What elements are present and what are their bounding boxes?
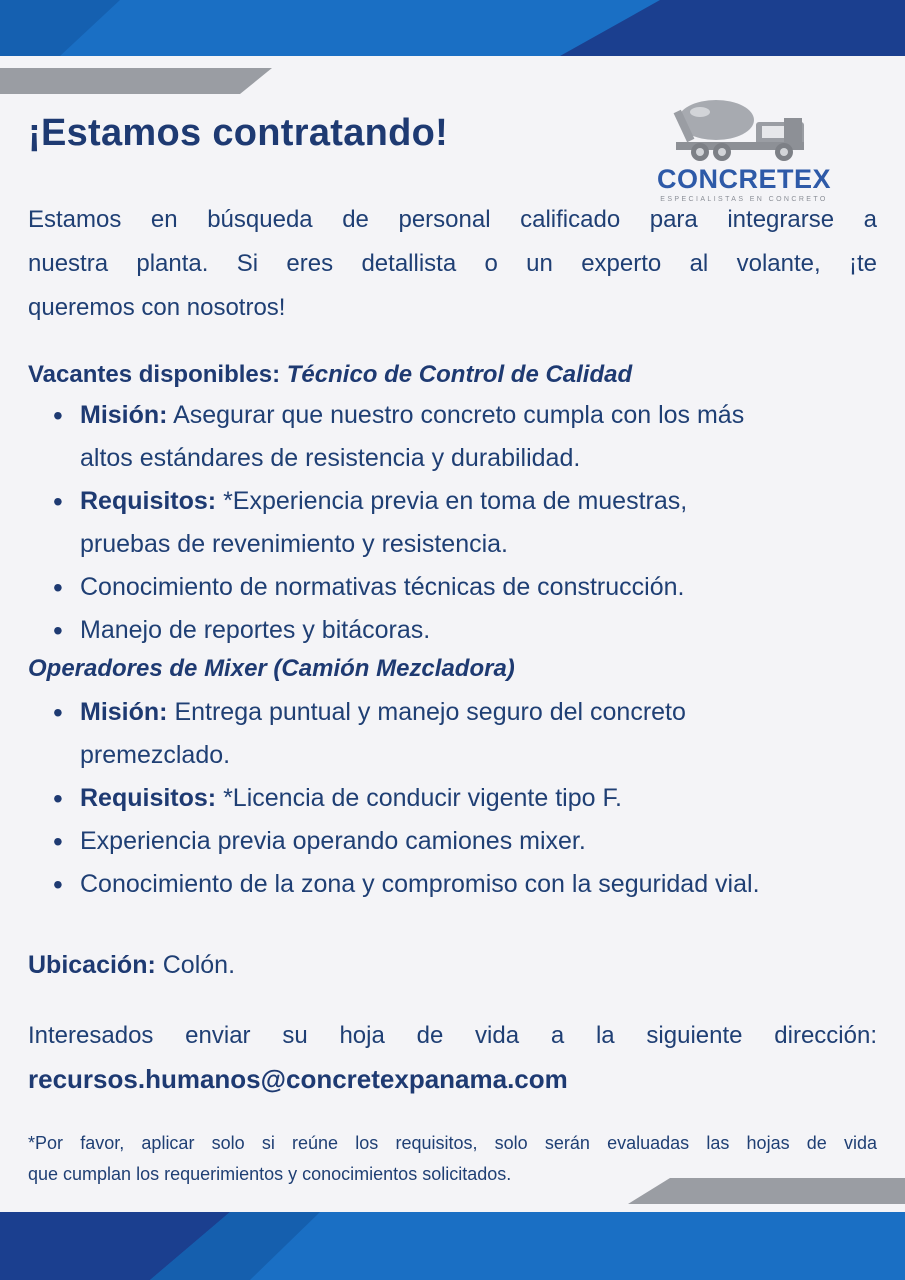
job1-requirements-list	[0, 394, 877, 652]
list-item	[0, 480, 877, 566]
item-label: Requisitos:	[80, 784, 217, 812]
item-text: pruebas de revenimiento y resistencia.	[80, 530, 509, 558]
footnote-line: *Por favor, aplicar solo si reúne los requisitos, solo serán evaluadas las hojas de vida	[28, 1133, 877, 1153]
item-text: Asegurar que nuestro concreto cumpla con los más	[173, 401, 745, 429]
list-item	[0, 609, 877, 652]
list-item	[0, 820, 877, 863]
bottom-banner	[0, 1212, 905, 1280]
intro-line: queremos con nosotros!	[28, 294, 286, 321]
location-value: Colón.	[162, 951, 236, 979]
item-text: altos estándares de resistencia y durabilidad.	[80, 444, 581, 472]
job-title-quality-technician: Técnico de Control de Calidad	[286, 361, 633, 388]
item-label: Misión:	[80, 698, 168, 726]
page-title: ¡Estamos contratando!	[28, 112, 449, 154]
item-text: *Experiencia previa en toma de muestras,	[223, 487, 688, 515]
item-text: Manejo de reportes y bitácoras.	[80, 616, 431, 644]
footnote	[28, 1128, 877, 1190]
logo-tagline: ESPECIALISTAS EN CONCRETO	[660, 196, 828, 203]
apply-instructions: Interesados enviar su hoja de vida a la siguiente dirección:	[28, 1022, 877, 1049]
vacancies-label: Vacantes disponibles:	[28, 361, 281, 388]
item-text: *Licencia de conducir vigente tipo F.	[223, 784, 622, 812]
footnote-line: que cumplan los requerimientos y conocimientos solicitados.	[28, 1164, 512, 1184]
list-item	[0, 863, 877, 906]
item-text: Entrega puntual y manejo seguro del concreto	[174, 698, 686, 726]
company-logo	[644, 92, 844, 210]
item-text: Conocimiento de normativas técnicas de construcción.	[80, 573, 685, 601]
list-item	[0, 777, 877, 820]
item-text: Experiencia previa operando camiones mixer.	[80, 827, 586, 855]
location-label: Ubicación:	[28, 951, 156, 979]
item-text: Conocimiento de la zona y compromiso con la seguridad vial.	[80, 870, 760, 898]
location-line	[28, 947, 235, 983]
item-label: Requisitos:	[80, 487, 217, 515]
job-title-mixer-operators	[28, 654, 515, 684]
list-item	[0, 394, 877, 480]
intro-line: Estamos en búsqueda de personal calificado para integrarse a	[28, 206, 877, 233]
job2-requirements-list	[0, 691, 877, 906]
list-item	[0, 691, 877, 777]
item-text: premezclado.	[80, 741, 231, 769]
vacancies-heading	[28, 360, 632, 390]
item-label: Misión:	[80, 401, 168, 429]
list-item	[0, 566, 877, 609]
contact-email[interactable]: recursos.humanos@concretexpanama.com	[28, 1064, 568, 1094]
top-gray-accent	[0, 66, 280, 96]
intro-line: nuestra planta. Si eres detallista o un experto al volante, ¡te	[28, 250, 877, 277]
job2-title: Operadores de Mixer (Camión Mezcladora)	[28, 655, 515, 682]
logo-wordmark: CONCRETEX	[656, 164, 831, 194]
intro-paragraph	[28, 198, 877, 330]
top-banner	[0, 0, 905, 56]
mixer-truck-icon	[644, 92, 844, 164]
